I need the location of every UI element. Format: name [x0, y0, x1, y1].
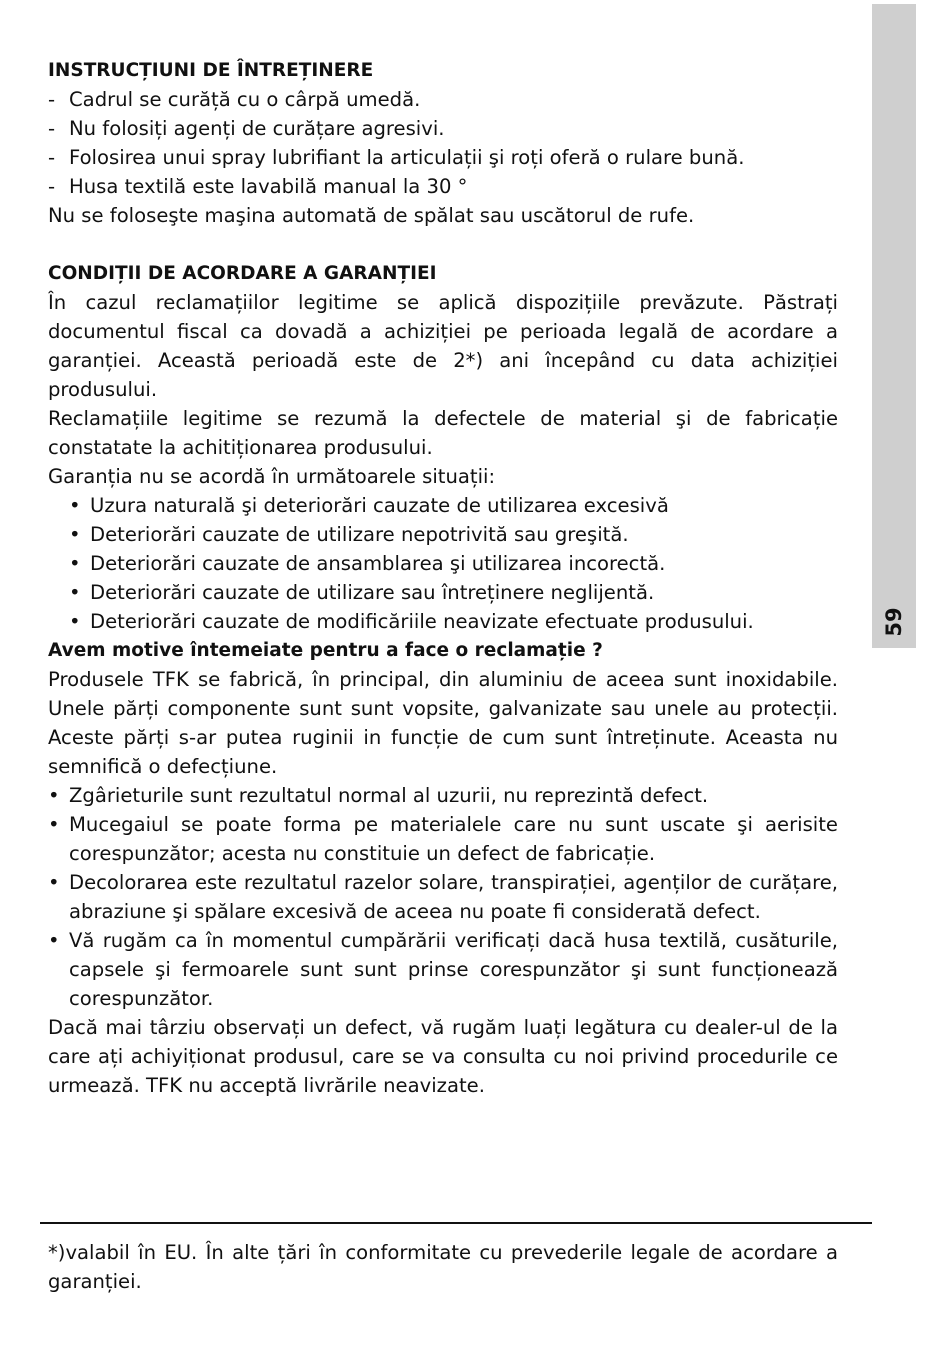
complaint-section	[48, 636, 838, 1100]
page-tab	[872, 4, 916, 648]
warranty-title: CONDIȚII DE ACORDARE A GARANȚIEI	[48, 263, 437, 284]
warranty-paragraph: Reclamațiile legitime se rezumă la defectele de material şi de fabricație constatate la achitiționarea produsului.	[48, 407, 838, 459]
exclusion-item: • Uzura naturală şi deteriorări cauzate de utilizarea excesivă	[90, 491, 838, 520]
maintenance-list	[48, 85, 838, 201]
warranty-exclusions-list	[48, 491, 838, 636]
maintenance-item: - Nu folosiți agenți de curățare agresivi.	[48, 114, 838, 143]
exclusion-item: • Deteriorări cauzate de ansamblarea şi utilizarea incorectă.	[90, 549, 838, 578]
exclusion-item: • Deteriorări cauzate de utilizare sau întreținere neglijentă.	[90, 578, 838, 607]
page-number: 59	[882, 607, 906, 637]
page-content	[48, 56, 838, 1100]
footnote-divider	[40, 1222, 872, 1224]
exclusion-item: • Deteriorări cauzate de modificăriile neavizate efectuate produsului.	[90, 607, 838, 636]
section-spacer	[48, 230, 838, 259]
complaint-title: Avem motive întemeiate pentru a face o reclamație ?	[48, 640, 603, 661]
complaint-item: • Mucegaiul se poate forma pe materialele care nu sunt uscate şi aerisite corespunzător; acesta nu constituie un defect de fabricație.	[69, 810, 838, 868]
maintenance-item: - Folosirea unui spray lubrifiant la articulații şi roți oferă o rulare bună.	[48, 143, 838, 172]
complaint-list	[48, 781, 838, 1013]
complaint-item: • Zgârieturile sunt rezultatul normal al uzurii, nu reprezintă defect.	[69, 781, 838, 810]
maintenance-section	[48, 56, 838, 230]
maintenance-note: Nu se foloseşte maşina automată de spălat sau uscătorul de rufe.	[48, 204, 695, 227]
warranty-section	[48, 259, 838, 636]
complaint-item: • Decolorarea este rezultatul razelor solare, transpirației, agenților de curățare, abraziune şi spălare excesivă de aceea nu poate fi considerată defect.	[69, 868, 838, 926]
maintenance-item: - Husa textilă este lavabilă manual la 30 °	[48, 172, 838, 201]
complaint-closing: Dacă mai târziu observați un defect, vă rugăm luați legătura cu dealer-ul de la care ați achiyiționat produsul, care se va consulta cu noi privind procedurile ce urmează. TFK nu acceptă livrările neavizate.	[48, 1016, 838, 1097]
complaint-paragraph: Produsele TFK se fabrică, în principal, din aluminiu de aceea sunt inoxidabile. Unele părți componente sunt sunt vopsite, galvanizate sau unele au protecții. Aceste părți s-ar putea ruginii in funcție de cum sunt întreținute. Aceasta nu semnifică o defecțiune.	[48, 668, 838, 778]
footnote: *)valabil în EU. În alte țări în conformitate cu prevederile legale de acordare a garanției.	[48, 1241, 838, 1293]
warranty-paragraph: În cazul reclamațiilor legitime se aplică dispozițiile prevăzute. Păstrați documentul fiscal ca dovadă a achiziției pe perioada legală de acordare a garanției. Această perioadă este de 2*) ani începând cu data achiziției produsului.	[48, 291, 838, 401]
warranty-paragraph: Garanția nu se acordă în următoarele situații:	[48, 465, 496, 488]
maintenance-item: - Cadrul se curăță cu o cârpă umedă.	[48, 85, 838, 114]
exclusion-item: • Deteriorări cauzate de utilizare nepotrivită sau greşită.	[90, 520, 838, 549]
complaint-item: • Vă rugăm ca în momentul cumpărării verificați dacă husa textilă, cusăturile, capsele şi fermoarele sunt sunt prinse corespunzător şi sunt funcționează corespunzător.	[69, 926, 838, 1013]
maintenance-title: INSTRUCȚIUNI DE ÎNTREȚINERE	[48, 60, 374, 81]
